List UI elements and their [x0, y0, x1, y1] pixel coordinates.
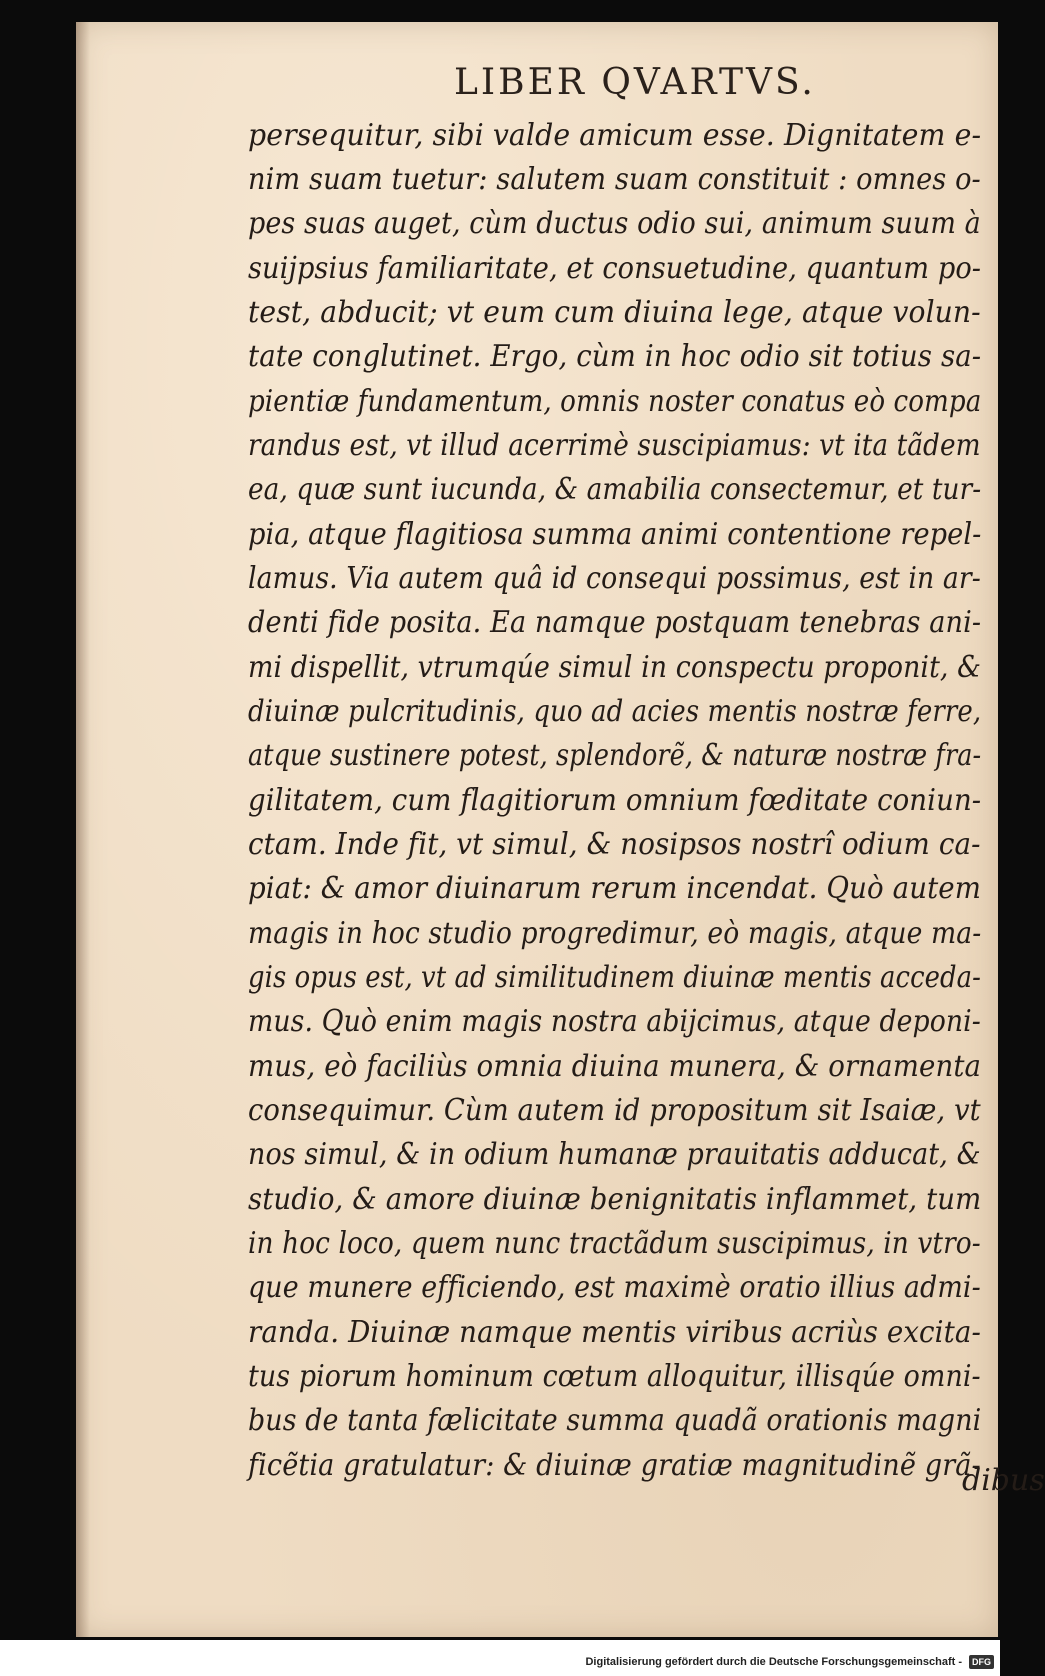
text-line: pientiæ fundamentum, omnis noster conatus eò compa — [248, 384, 982, 419]
text-line: magis in hoc studio progredimur, eò magis, atque ma- — [248, 916, 982, 951]
text-line: lamus. Via autem quâ id consequi possimus, est in ar- — [248, 561, 981, 596]
text-line: consequimur. Cùm autem id propositum sit Isaiæ, vt — [248, 1093, 981, 1128]
text-line: suijpsius familiaritate, et consuetudine, quantum po- — [248, 251, 982, 286]
text-line: mus, eò faciliùs omnia diuina munera, & ornamenta — [248, 1049, 982, 1084]
text-line: ctam. Inde fit, vt simul, & nosipsos nostrî odium ca- — [248, 827, 981, 862]
text-line: pia, atque flagitiosa summa animi contentione repel- — [248, 517, 982, 552]
text-line: in hoc loco, quem nunc tractãdum suscipimus, in vtro- — [248, 1226, 981, 1261]
text-line: nim suam tuetur: salutem suam constituit : omnes o- — [248, 162, 981, 197]
text-line: atque sustinere potest, splendorẽ, & naturæ nostræ fra- — [248, 738, 982, 773]
text-line: gilitatem, cum flagitiorum omnium fœditate coniun- — [248, 783, 982, 818]
dfg-logo-icon: DFG — [969, 1655, 994, 1669]
text-line: bus de tanta fælicitate summa quadã orationis magni — [248, 1403, 982, 1438]
text-line: mi dispellit, vtrumqúe simul in conspectu proponit, & — [248, 650, 982, 685]
text-line: tus piorum hominum cœtum alloquitur, illisqúe omni- — [248, 1359, 981, 1394]
text-line: gis opus est, vt ad similitudinem diuinæ mentis acceda- — [248, 960, 981, 995]
text-line: denti fide posita. Ea namque postquam tenebras ani- — [248, 605, 982, 640]
footer-credit: Digitalisierung gefördert durch die Deutsche Forschungsgemeinschaft - — [585, 1656, 962, 1668]
gutter-shadow — [76, 22, 90, 1637]
text-line: ea, quæ sunt iucunda, & amabilia consectemur, et tur- — [248, 472, 982, 507]
text-line: diuinæ pulcritudinis, quo ad acies mentis nostræ ferre, — [248, 694, 982, 729]
text-line: studio, & amore diuinæ benignitatis inflammet, tum — [248, 1182, 982, 1217]
text-line: ficẽtia gratulatur: & diuinæ gratiæ magnitudinẽ grã- — [248, 1448, 981, 1483]
text-line: test, abducit; vt eum cum diuina lege, atque volun- — [248, 295, 981, 330]
text-line: piat: & amor diuinarum rerum incendat. Quò autem — [248, 871, 982, 906]
catchword: dibus — [962, 1463, 1045, 1498]
text-line: que munere efficiendo, est maximè oratio illius admi- — [248, 1270, 981, 1305]
text-line: randus est, vt illud acerrimè suscipiamus: vt ita tãdem — [248, 428, 981, 463]
text-line: randa. Diuinæ namque mentis viribus acriùs excita- — [248, 1315, 981, 1350]
text-line: pes suas auget, cùm ductus odio sui, animum suum à — [248, 206, 981, 241]
book-page — [76, 22, 1045, 1637]
text-line: mus. Quò enim magis nostra abijcimus, atque deponi- — [248, 1004, 981, 1039]
footer-bar — [0, 1640, 1000, 1676]
text-line: tate conglutinet. Ergo, cùm in hoc odio sit totius sa- — [248, 339, 982, 374]
text-line: persequitur, sibi valde amicum esse. Dignitatem e- — [248, 118, 982, 153]
running-head: LIBER QVARTVS. — [454, 62, 816, 103]
text-line: nos simul, & in odium humanæ prauitatis adducat, & — [248, 1137, 981, 1172]
